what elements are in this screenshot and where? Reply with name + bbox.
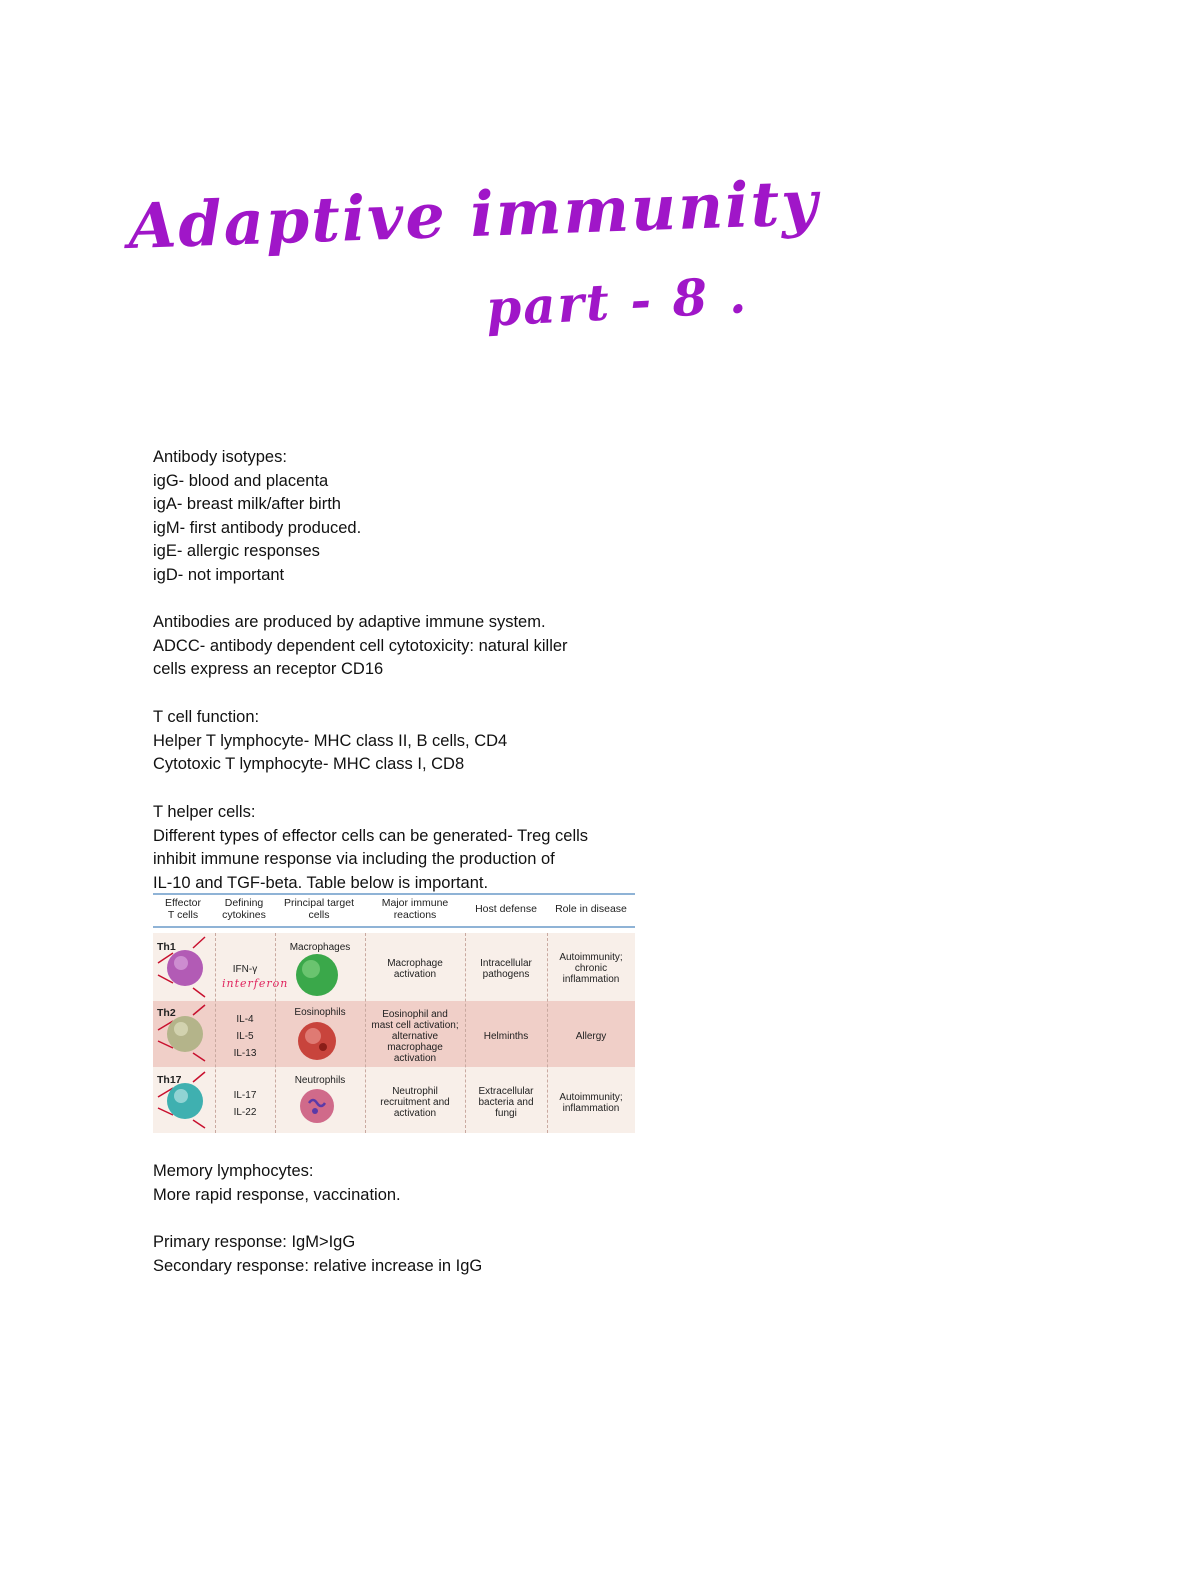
th2-reactions: Eosinophil and mast cell activation; alternative macrophage activation	[371, 1009, 459, 1064]
text-line: cells express an receptor CD16	[153, 660, 384, 678]
th17-cytokines: IL-17 IL-22	[233, 1090, 257, 1118]
th1-defense: Intracellular pathogens	[480, 958, 532, 980]
text-line: inhibit immune response via including the production of	[153, 850, 555, 868]
header-effector: Effector T cells	[165, 897, 201, 921]
th1-label: Th1	[157, 941, 176, 953]
header-target: Principal target cells	[283, 897, 355, 921]
th2-disease: Allergy	[575, 1031, 607, 1042]
handwritten-title: Adaptive immunity	[126, 165, 821, 264]
th17-label: Th17	[157, 1074, 182, 1086]
macrophage-icon	[296, 954, 338, 996]
th1-cytokines: IFN-γ	[232, 964, 258, 975]
th2-cytokines: IL-4 IL-5 IL-13	[233, 1014, 257, 1059]
memory-lymphocytes-section	[153, 1160, 653, 1207]
text-line: Antibody isotypes:	[153, 448, 287, 466]
effector-t-cell-table	[153, 893, 635, 1136]
text-line: igM- first antibody produced.	[153, 518, 362, 537]
antibodies-section	[153, 611, 653, 682]
header-reactions: Major immune reactions	[381, 897, 449, 921]
text-line: Secondary response: relative increase in IgG	[153, 1256, 483, 1275]
text-line: Antibodies are produced by adaptive immune system.	[153, 613, 546, 631]
text-line: igD- not important	[153, 565, 285, 584]
text-line: Primary response: IgM>IgG	[153, 1233, 356, 1251]
text-line: ADCC- antibody dependent cell cytotoxicity: natural killer	[153, 636, 568, 655]
immune-response-section	[153, 1231, 653, 1278]
text-line: Different types of effector cells can be generated- Treg cells	[153, 826, 589, 845]
header-defense: Host defense	[475, 903, 537, 915]
text-line: Helper T lymphocyte- MHC class II, B cells, CD4	[153, 731, 508, 750]
neutrophil-icon	[300, 1089, 334, 1123]
handwritten-subtitle: part - 8 .	[484, 265, 750, 338]
th2-defense: Helminths	[483, 1031, 529, 1042]
eosinophil-icon	[298, 1022, 336, 1060]
th1-target: Macrophages	[289, 942, 351, 953]
text-line: More rapid response, vaccination.	[153, 1185, 401, 1204]
th17-reactions: Neutrophil recruitment and activation	[380, 1086, 450, 1119]
header-disease: Role in disease	[555, 903, 627, 915]
text-line: IL-10 and TGF-beta. Table below is important.	[153, 873, 489, 892]
th17-target: Neutrophils	[294, 1075, 346, 1086]
text-line: igA- breast milk/after birth	[153, 495, 341, 513]
th1-handwritten-annotation: interferon	[222, 977, 289, 990]
text-line: igE- allergic responses	[153, 542, 320, 560]
text-line: igG- blood and placenta	[153, 471, 329, 490]
th17-defense: Extracellular bacteria and fungi	[478, 1086, 534, 1119]
th17-disease: Autoimmunity; inflammation	[559, 1092, 623, 1114]
t-cell-function-section	[153, 706, 653, 777]
header-cytokines: Defining cytokines	[222, 897, 266, 921]
th2-target: Eosinophils	[294, 1007, 346, 1018]
th2-label: Th2	[157, 1007, 176, 1019]
th1-disease: Autoimmunity; chronic inflammation	[559, 952, 623, 985]
th1-reactions: Macrophage activation	[387, 958, 443, 980]
antibody-isotypes-section	[153, 446, 653, 587]
t-helper-section	[153, 801, 653, 895]
text-line: Cytotoxic T lymphocyte- MHC class I, CD8	[153, 755, 465, 773]
text-line: T helper cells:	[153, 803, 256, 821]
text-line: Memory lymphocytes:	[153, 1162, 314, 1180]
text-line: T cell function:	[153, 708, 260, 726]
